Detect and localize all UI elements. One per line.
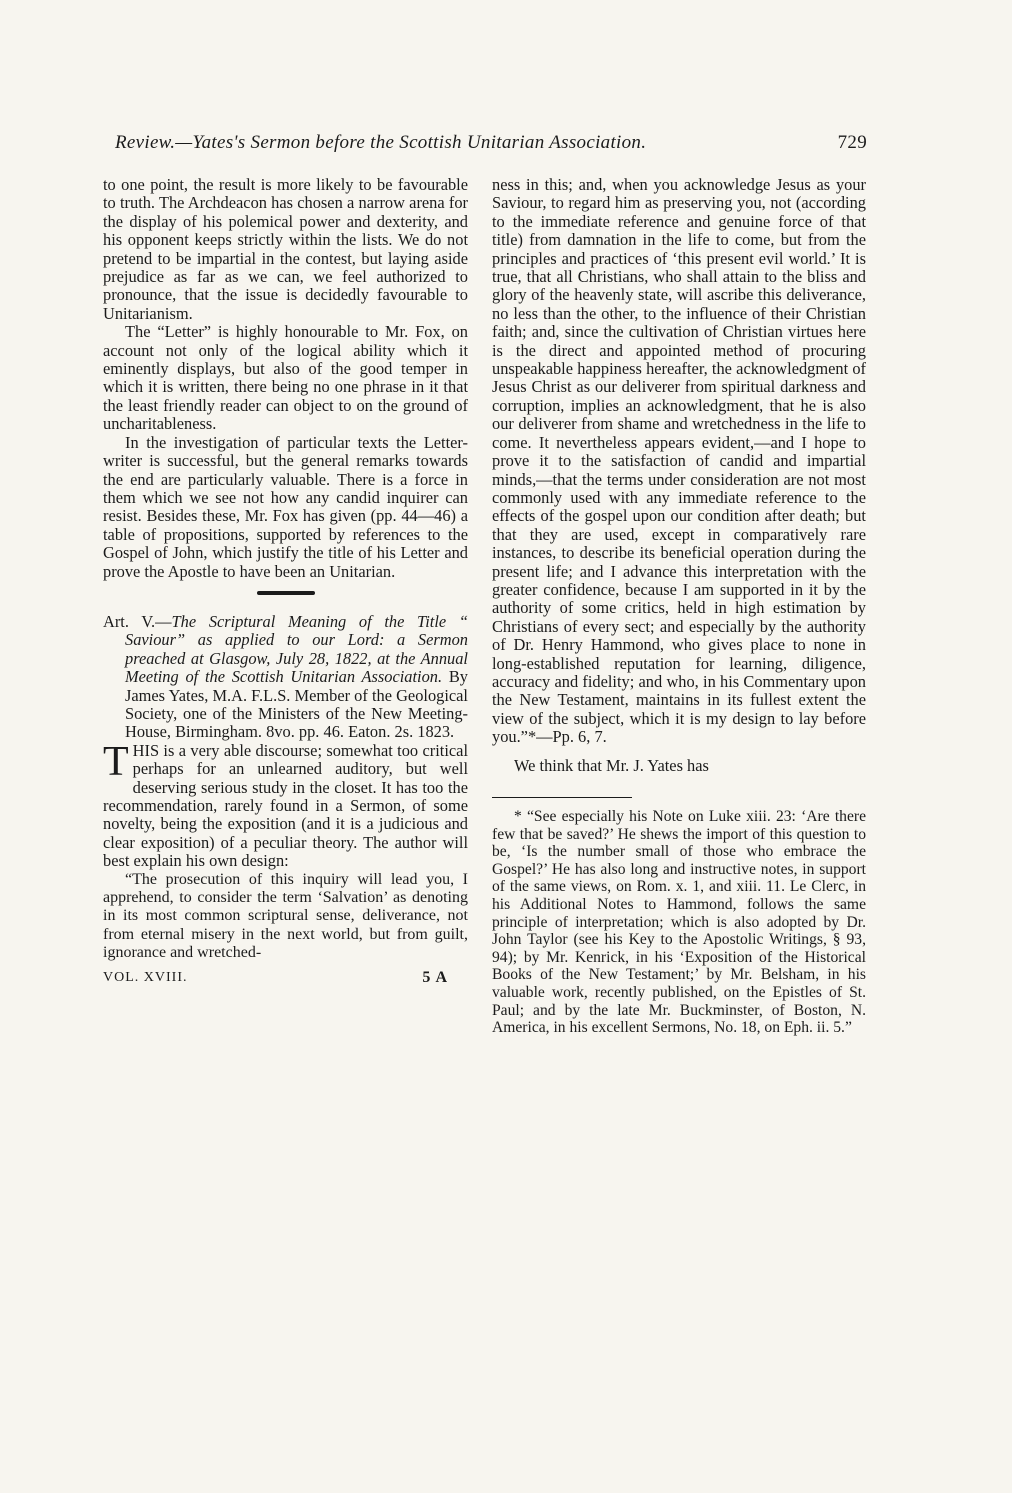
paragraph-text: HIS is a very able discourse; somewhat too critical perhaps for an unlearned auditory, but well deserving serious study in the closet. It has too the recommendation, rarely found in a Sermon, of some novelty, being the exposition (and it is a judicious and clear exposition) of a peculiar theory. The author will best explain his own design: <box>103 740 468 871</box>
section-divider <box>257 591 315 595</box>
article-imprint: By James Yates, M.A. F.L.S. Member of the Geological Society, one of the Ministers of the New Meeting-House, Birmingham. 8vo. pp. 46. Eaton. 2s. 1823. <box>125 667 468 742</box>
left-column <box>103 176 468 987</box>
paragraph: to one point, the result is more likely to be favourable to truth. The Archdeacon has chosen a narrow arena for the display of his polemical power and dexterity, and his opponent keeps strictly within the lists. We do not pretend to be impartial in the contest, but laying aside prejudice as far as we can, we feel authorized to pronounce, that the issue is decidedly favourable to Unitarianism. <box>103 175 468 323</box>
drop-cap: T <box>103 738 129 785</box>
paragraph: The “Letter” is highly honourable to Mr. Fox, on account not only of the logical ability which it eminently displays, but also of the good temper in which it is written, there being no one phrase in it that the least friendly reader can object to on the ground of uncharitableness. <box>103 322 468 434</box>
paragraph: In the investigation of particular texts the Letter-writer is successful, but the general remarks towards the end are particularly valuable. There is a force in them which we see not how any candid inquirer can resist. Besides these, Mr. Fox has given (pp. 44—46) a table of propositions, supported by references to the Gospel of John, which justify the title of his Letter and prove the Apostle to have been an Unitarian. <box>103 432 468 581</box>
running-header <box>115 132 867 154</box>
running-title: Review.—Yates's Sermon before the Scottish Unitarian Association. <box>115 132 647 153</box>
footnote-divider <box>492 797 632 798</box>
page-number: 729 <box>837 132 867 153</box>
paragraph <box>103 738 468 871</box>
volume-number: VOL. XVIII. <box>103 969 188 985</box>
article-heading <box>103 613 468 742</box>
right-column <box>492 176 866 1037</box>
quotation-continued: ness in this; and, when you acknowledge Jesus as your Saviour, to regard him as preserving you, not (according to the immediate reference and genuine force of that title) from damnation in the life to come, but from the principles and practices of ‘this present evil world.’ It is true, that all Christians, who shall attain to the bliss and glory of the heavenly state, will ascribe this deliverance, no less than the other, to the influence of their Christian faith; and, since the cultivation of Christian virtues here is the direct and appointed method of procuring unspeakable happiness hereafter, the acknowledgment of Jesus Christ as our deliverer from spiritual darkness and corruption, implies an acknowledgment, that he is also our deliverer from shame and wretchedness in the life to come. It nevertheless appears evident,—and I hope to prove it to the satisfaction of candid and impartial minds,—that the terms under consideration are not most commonly used with any immediate reference to the effects of the gospel upon our condition after death; but that they are used, except in comparatively rare instances, to describe its beneficial operation during the present life; and I advance this interpretation with the greater confidence, because I am supported in it by the authority of some critics, held in high estimation by Christians of every sect; and especially by the authority of Dr. Henry Hammond, who gives place to none in long-established reputation for learning, diligence, accuracy and fidelity; and who, in his Commentary upon the New Testament, maintains in its fullest extent the view of the subject, which it is my design to lay before you.”*—Pp. 6, 7. <box>492 175 866 747</box>
paragraph: We think that Mr. J. Yates has <box>514 755 709 775</box>
signature-mark: 5 A <box>422 968 448 986</box>
quotation: “The prosecution of this inquiry will lead you, I apprehend, to consider the term ‘Salvation’ as denoting in its most common scriptural sense, deliverance, not from eternal misery in the next world, but from guilt, ignorance and wretched- <box>103 870 468 962</box>
footnote: * “See especially his Note on Luke xiii. 23: ‘Are there few that be saved?’ He shews the import of this question to be, ‘Is the number small of those who embrace the Gospel?’ He has also long and instructive notes, in support of the same views, on Rom. x. 1, and xiii. 11. Le Clerc, in his Additional Notes to Hammond, follows the same principle of interpretation; which is also adopted by Dr. John Taylor (see his Key to the Apostolic Writings, § 93, 94); by Mr. Kenrick, in his ‘Exposition of the Historical Books of the New Testament;’ by Mr. Belsham, in his valuable work, recently published, on the Epistles of St. Paul; and by the late Mr. Buckminster, of Boston, N. America, in his excellent Sermons, No. 18, on Eph. ii. 5.” <box>492 808 866 1037</box>
article-title: The Scriptural Meaning of the Title “ Saviour” as applied to our Lord: a Sermon preached at Glasgow, July 28, 1822, at the Annual Meeting of the Scottish Unitarian Association. <box>125 611 468 687</box>
article-number: Art. V.— <box>103 611 172 631</box>
page-footer <box>103 969 468 987</box>
